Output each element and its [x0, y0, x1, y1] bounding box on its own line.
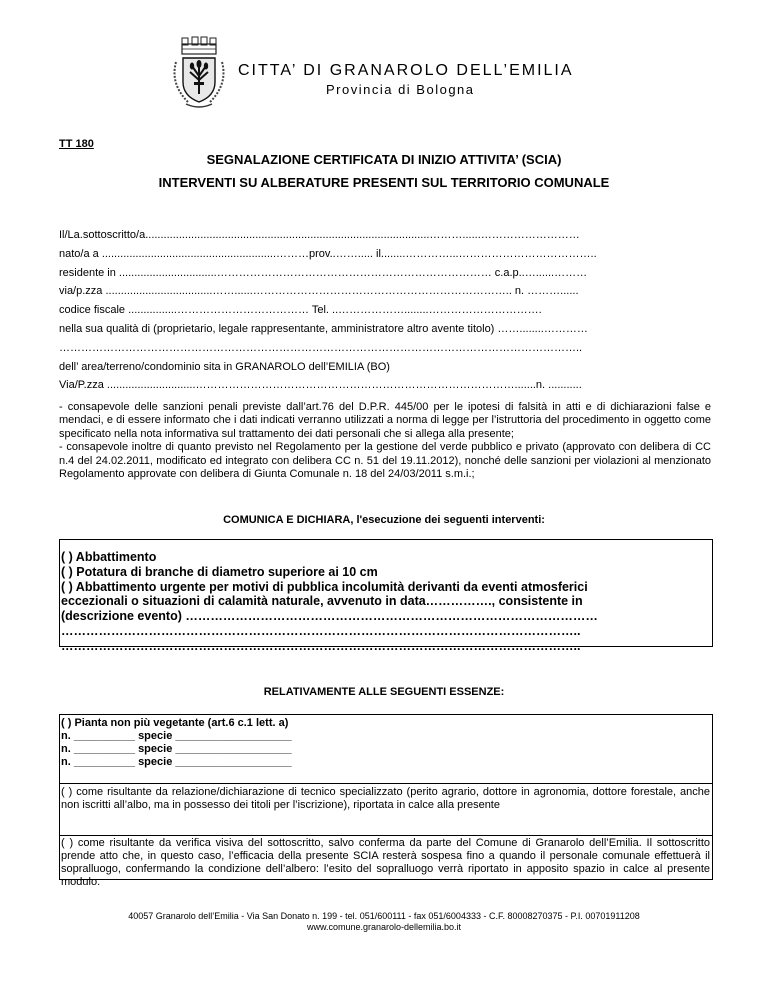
section-heading-species: RELATIVAMENTE ALLE SEGUENTI ESSENZE: [263, 686, 505, 698]
intervention-urgent-felling-checkbox[interactable]: ( ) Abbattimento urgente per motivi di pubblica incolumità derivanti da eventi atmosferici [61, 579, 588, 594]
document-title: SEGNALAZIONE CERTIFICATA DI INIZIO ATTIVITA’ (SCIA) [206, 152, 562, 167]
footer-address: 40057 Granarolo dell’Emilia - Via San Donato n. 199 - tel. 051/600111 - fax 051/6004333 - C.F. 80008270375 - P.I. 00701911208 [128, 911, 640, 921]
field-capacity-continued[interactable]: …………………………………………………………………………………………………………………………….. [59, 341, 583, 354]
declaration-paragraph-1: - consapevole delle sanzioni penali previste dall’art.76 del D.P.R. 445/00 per le ipotesi di falsità in atti e di dichiarazioni false e mendaci, e di essere informato che i dati indicati verranno utilizzati a norma di legge per l’istruttoria del procedimento in oggetto come specificato nella nota informativa sul trattamento dei dati personali che si allega alla presente; [59, 401, 711, 440]
intervention-felling-checkbox[interactable]: ( ) Abbattimento [61, 550, 157, 564]
field-applicant-name[interactable]: Il/La.sottoscritto/a.............................................................................................………......……………………… [59, 229, 580, 241]
event-description-field[interactable]: (descrizione evento) ……………………………………………………………………………………… [61, 609, 598, 624]
field-capacity[interactable]: nella sua qualità di (proprietario, legale rappresentante, amministratore altro avente titolo) ……........………… [59, 322, 588, 335]
visual-check-checkbox[interactable]: ( ) come risultante da verifica visiva del sottoscritto, salvo conferma da parte del Comune di Granarolo dell’Emilia. Il sottoscritto prende atto che, in questo caso, l’efficacia della presente SCIA resterà sospesa fino a quando il personale comunale effettuerà il sopralluogo, confermando la condizione dell’albero: l’esito del sopralluogo verrà riportato in apposito spazio in calce al presente modulo. [61, 837, 710, 888]
field-street[interactable]: via/p.zza ...................................……......…………………………………………………………….. n. ………...... [59, 285, 579, 298]
municipal-crest-icon [168, 36, 230, 110]
species-row[interactable]: n. __________ specie ___________________ [61, 730, 292, 742]
section-heading-interventions: COMUNICA E DICHIARA, l'esecuzione dei seguenti interventi: [223, 514, 545, 526]
species-row[interactable]: n. __________ specie ___________________ [61, 743, 292, 755]
intervention-pruning-checkbox[interactable]: ( ) Potatura di branche di diametro superiore ai 10 cm [61, 564, 378, 579]
event-description-line-2[interactable]: …………………………………………………………………………………………………………….. [61, 623, 581, 638]
intervention-urgent-line-2: eccezionali o situazioni di calamità naturale, avvenuto in data……………., consistente in [61, 594, 583, 609]
city-title: CITTA’ DI GRANAROLO DELL’EMILIA [238, 62, 574, 79]
species-box [59, 714, 713, 888]
declaration-paragraph-2: - consapevole inoltre di quanto previsto nel Regolamento per la gestione del verde pubblico e privato (approvato con delibera di CC n.4 del 24.02.2011, modificato ed integrato con delibera CC n. 51 del 19.11.2012), nonché delle sanzioni per violazioni al menzionato Regolamento approvate con delibera di Giunta Comunale n. 18 del 24/03/2011 s.m.i.; [59, 441, 711, 481]
field-area-street[interactable]: Via/P.zza .............................…………………………………………………………………………….......n. ........... [59, 379, 582, 392]
species-row[interactable]: n. __________ specie ___________________ [61, 756, 292, 768]
footer [0, 911, 768, 933]
province-subtitle: Provincia di Bologna [326, 82, 475, 97]
field-residence[interactable]: residente in ................................………………………………………………………………… c.a.p..…......……… [59, 266, 588, 279]
field-tax-code[interactable]: codice fiscale ................……………………………… Tel. ..………………........…………………………. [59, 304, 542, 317]
dead-plant-checkbox[interactable]: ( ) Pianta non più vegetante (art.6 c.1 lett. a) [61, 717, 289, 729]
technician-report-checkbox[interactable]: ( ) come risultante da relazione/dichiarazione di tecnico specializzato (perito agrario, dottore in agronomia, dottore forestale, anche non iscritti all’albo, ma in possesso dei titoli per l’iscrizione), riportata in calce alla presente [60, 784, 712, 836]
declarations [59, 401, 711, 481]
form-code: TT 180 [59, 138, 94, 150]
field-birth-place[interactable]: nato/a a .........................................................………prov..……..... il........…………...……………………………….. [59, 247, 597, 260]
interventions-box [59, 539, 713, 653]
document-subtitle: INTERVENTI SU ALBERATURE PRESENTI SUL TERRITORIO COMUNALE [158, 175, 610, 190]
applicant-fields [59, 226, 711, 395]
event-description-line-3[interactable]: …………………………………………………………………………………………………………….. [61, 638, 581, 653]
field-area-label: dell’ area/terreno/condominio sita in GRANAROLO dell’EMILIA (BO) [59, 360, 390, 373]
footer-website-link[interactable]: www.comune.granarolo-dellemilia.bo.it [306, 922, 462, 932]
